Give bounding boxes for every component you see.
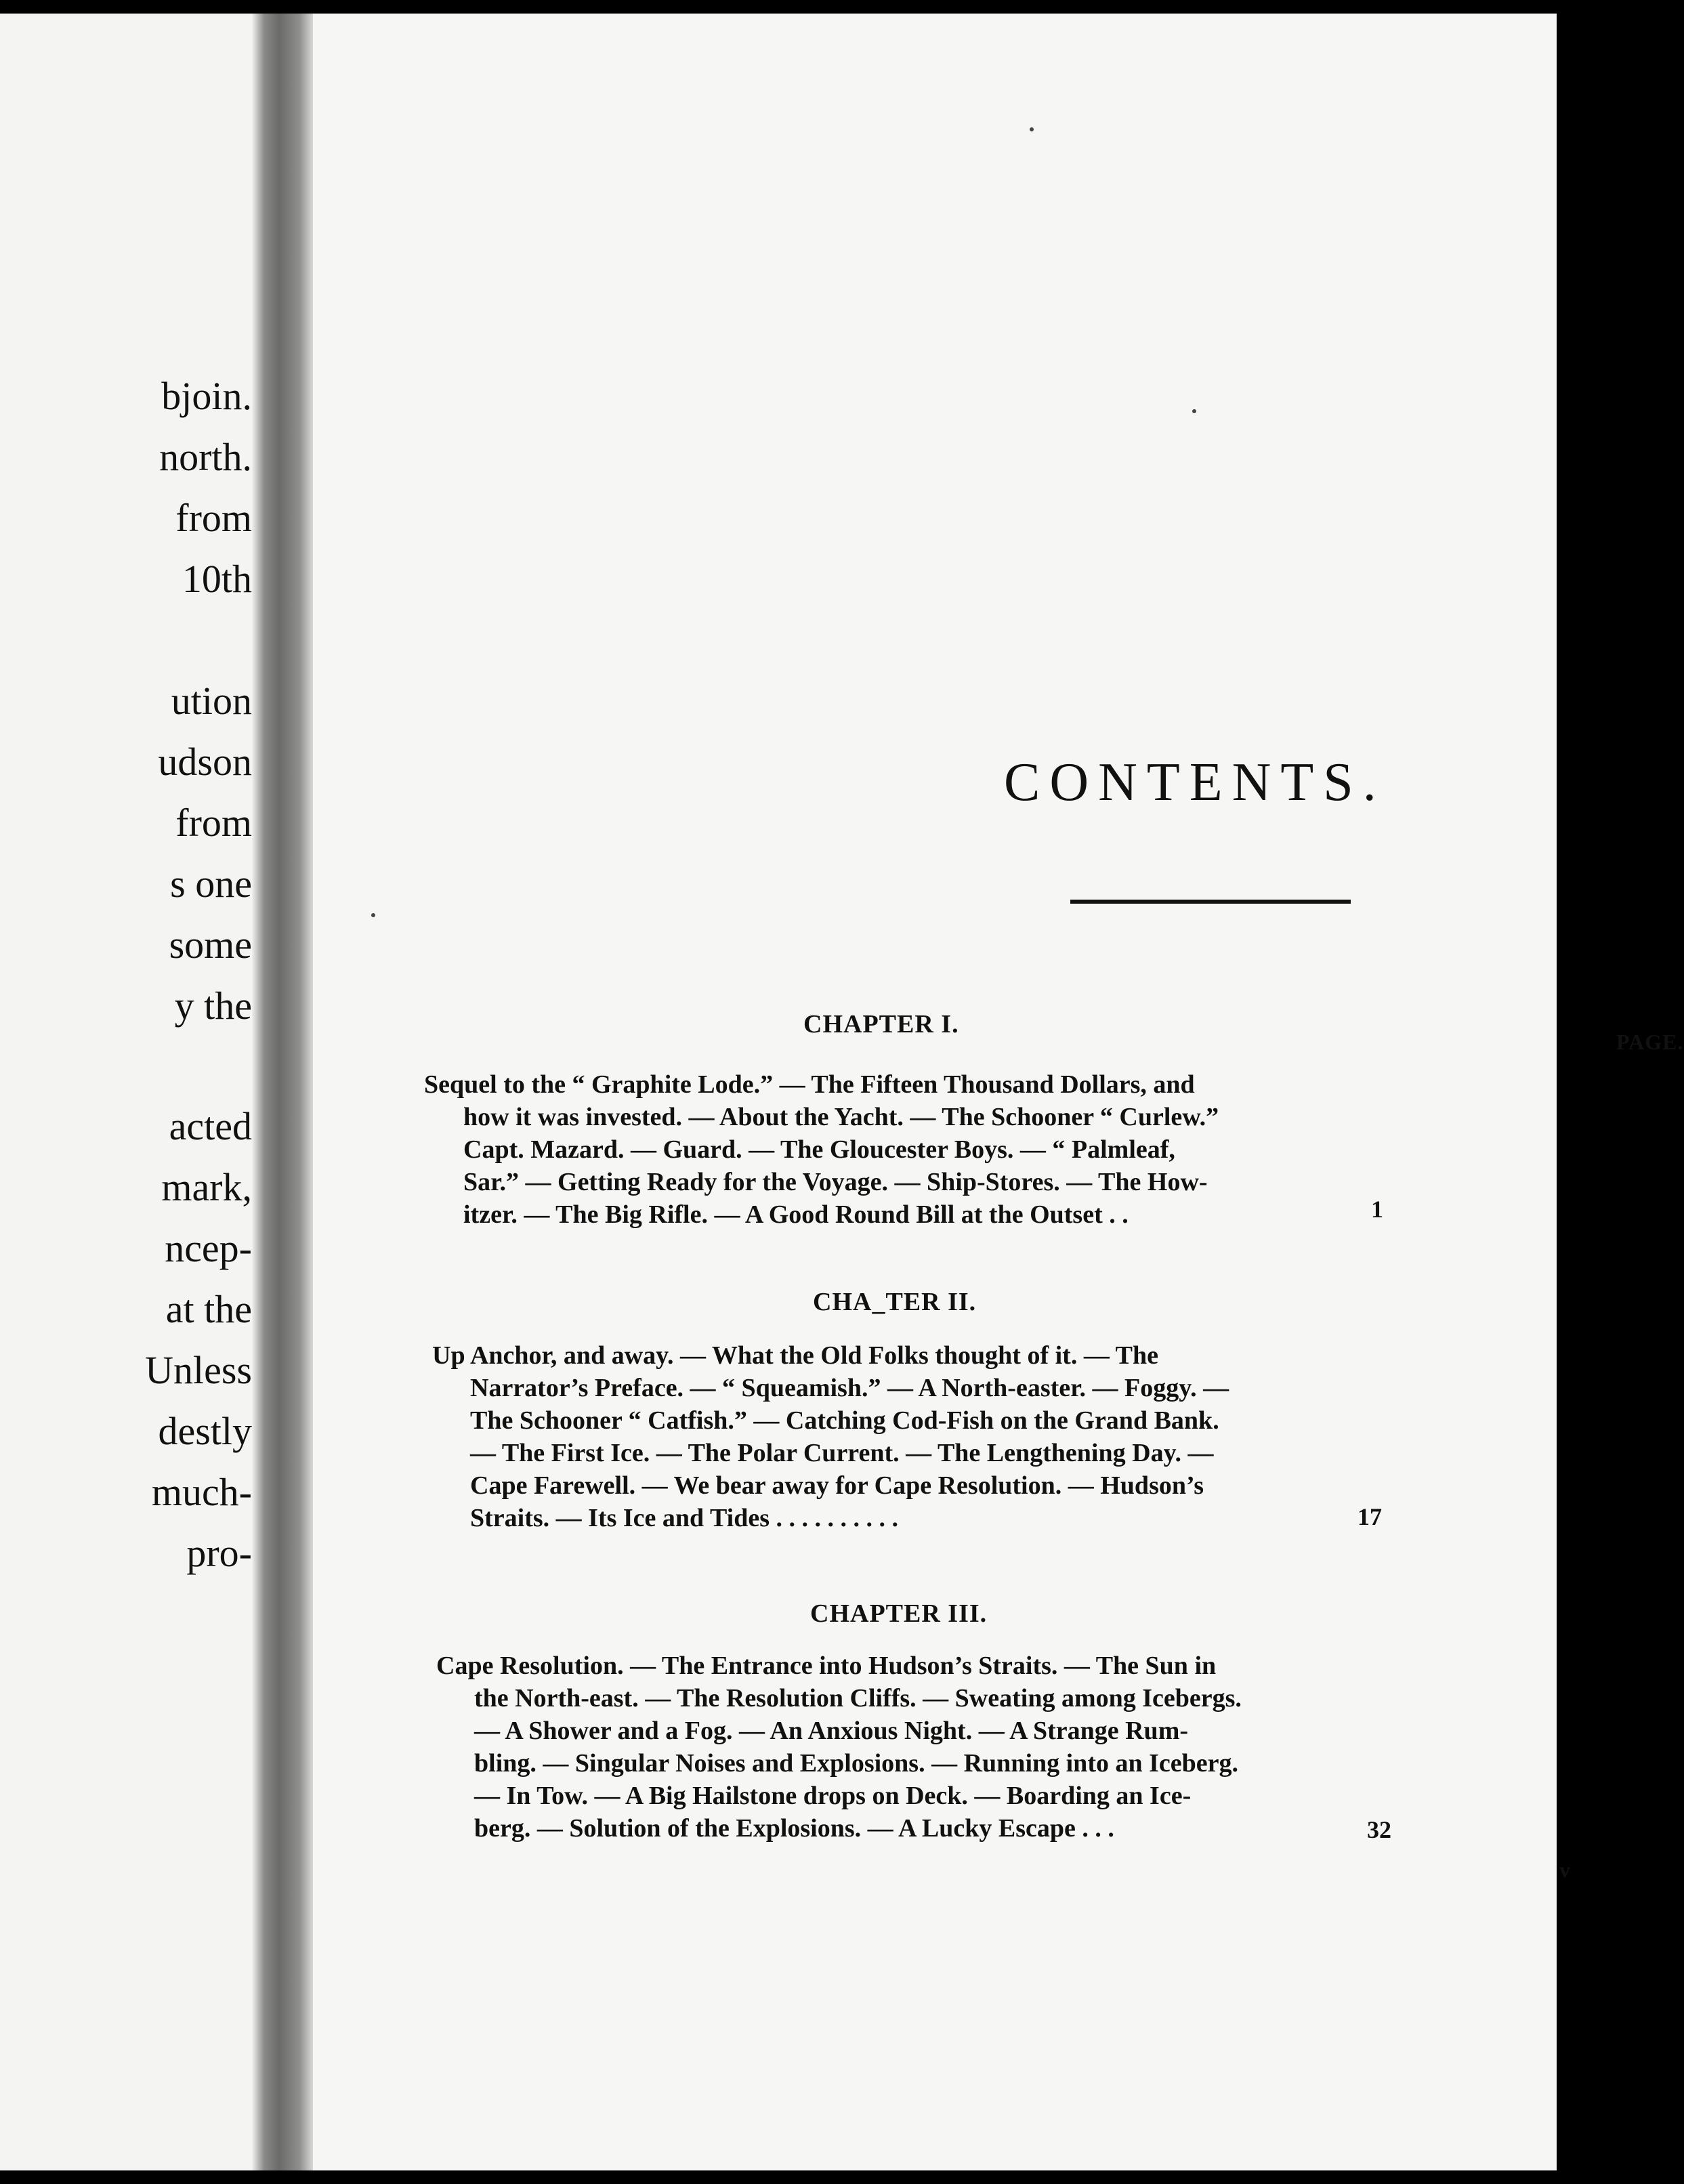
toc-line: — The First Ice. — The Polar Current. — The Lengthening Day. — — [470, 1439, 1214, 1467]
page-number: 32 — [1367, 1816, 1391, 1843]
toc-line: — A Shower and a Fog. — An Anxious Night. — A Strange Rum- — [474, 1717, 1188, 1745]
toc-line: Sar.” — Getting Ready for the Voyage. — Ship-Stores. — The How- — [463, 1168, 1208, 1196]
folio-number: v — [1559, 1857, 1570, 1882]
toc-line: Sequel to the “ Graphite Lode.” — The Fifteen Thousand Dollars, and — [424, 1070, 1195, 1099]
left-page-line: s one — [170, 862, 252, 906]
left-page-line: ncep- — [165, 1226, 252, 1270]
left-page — [0, 14, 252, 2170]
left-page-line: north. — [159, 435, 252, 479]
title-rule — [1070, 900, 1351, 904]
page-column-label: PAGE. — [1616, 1030, 1684, 1054]
toc-line: Narrator’s Preface. — “ Squeamish.” — A North-easter. — Foggy. — — [470, 1374, 1229, 1402]
toc-line: itzer. — The Big Rifle. — A Good Round Bill at the Outset . . — [463, 1200, 1129, 1229]
left-page-line: from — [175, 496, 252, 540]
left-page-line: ution — [171, 679, 252, 723]
left-page-line: from — [175, 801, 252, 845]
toc-line: Cape Farewell. — We bear away for Cape Resolution. — Hudson’s — [470, 1471, 1204, 1500]
paper-speck — [1192, 409, 1196, 413]
left-page-line: bjoin. — [161, 374, 252, 418]
left-page-line: some — [169, 923, 252, 967]
left-page-line: much- — [151, 1470, 252, 1514]
toc-line: berg. — Solution of the Explosions. — A Lucky Escape . . . — [474, 1814, 1114, 1843]
left-page-line: pro- — [186, 1531, 252, 1575]
page-title: CONTENTS. — [1004, 753, 1386, 812]
chapter-heading: CHA_TER II. — [813, 1288, 977, 1316]
left-page-line: at the — [165, 1287, 252, 1331]
chapter-heading: CHAPTER III. — [810, 1599, 988, 1628]
toc-line: Up Anchor, and away. — What the Old Folks thought of it. — The — [432, 1341, 1158, 1370]
chapter-heading: CHAPTER I. — [803, 1010, 959, 1038]
toc-line: how it was invested. — About the Yacht. — The Schooner “ Curlew.” — [463, 1103, 1219, 1131]
left-page-line: udson — [158, 740, 252, 784]
book-gutter — [252, 14, 313, 2170]
toc-line: the North-east. — The Resolution Cliffs. — Sweating among Icebergs. — [474, 1684, 1242, 1713]
paper-speck — [1030, 127, 1034, 131]
left-page-line: mark, — [161, 1165, 252, 1209]
toc-line: — In Tow. — A Big Hailstone drops on Deck. — Boarding an Ice- — [474, 1782, 1192, 1810]
toc-line: Straits. — Its Ice and Tides . . . . . . . . . . — [470, 1504, 898, 1532]
page-number: 1 — [1371, 1196, 1383, 1223]
paper-speck — [371, 913, 375, 917]
left-page-line: Unless — [145, 1348, 252, 1392]
toc-line: Capt. Mazard. — Guard. — The Gloucester Boys. — “ Palmleaf, — [463, 1135, 1175, 1164]
toc-line: Cape Resolution. — The Entrance into Hudson’s Straits. — The Sun in — [436, 1652, 1217, 1680]
toc-line: bling. — Singular Noises and Explosions. — Running into an Iceberg. — [474, 1749, 1238, 1778]
left-page-line: 10th — [182, 557, 252, 601]
page-number: 17 — [1357, 1503, 1382, 1530]
contents-page — [313, 14, 1684, 2170]
left-page-line: destly — [158, 1409, 252, 1453]
toc-line: The Schooner “ Catfish.” — Catching Cod-Fish on the Grand Bank. — [470, 1406, 1219, 1435]
left-page-line: y the — [174, 984, 252, 1028]
left-page-line: acted — [169, 1104, 252, 1148]
